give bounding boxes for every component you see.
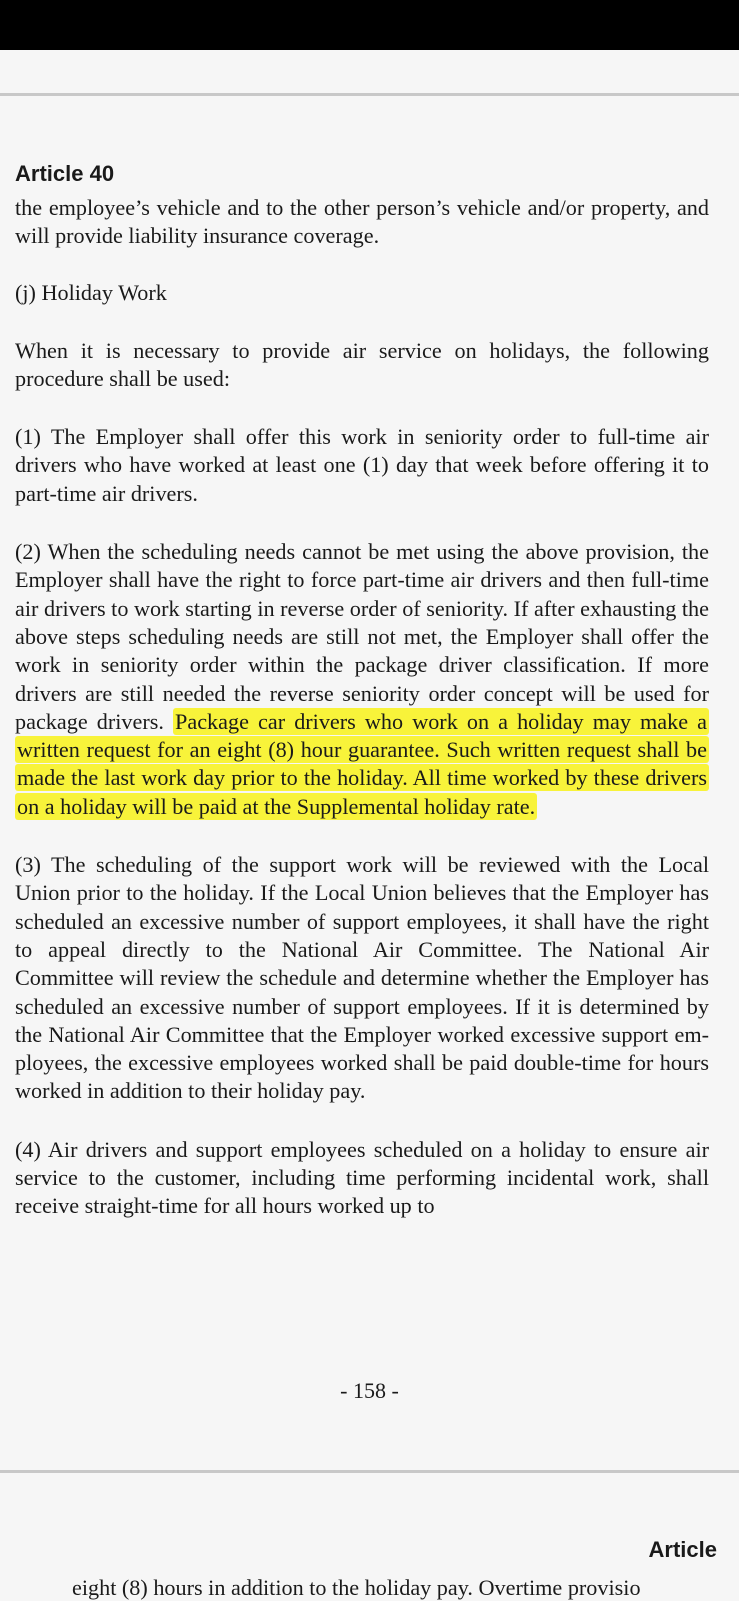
- document-page: [15, 160, 709, 1251]
- next-page-article-heading: Article: [648, 1537, 717, 1562]
- paragraph-intro: the employee’s vehicle and to the other person’s vehicle and/or property, and will provide liability insurance coverage.: [15, 195, 709, 249]
- paragraph-3: (3) The scheduling of the support work will be reviewed with the Local Union prior to the holiday. If the Local Union believes that the Employer has scheduled an excessive number of support employees, it shall have the right to appeal directly to the National Air Committee. The National Air Committee will review the schedule and determine whether the Employer has scheduled an excessive number of support employees. If it is determined by the National Air Committee that the Employer worked excessive support employees, the excessive employees worked shall be paid double-time for hours worked in addition to their holiday pay.: [15, 852, 709, 1104]
- section-title: (j) Holiday Work: [15, 279, 167, 305]
- article-heading: Article 40: [15, 161, 115, 186]
- page-number: - 158 -: [340, 1378, 399, 1403]
- paragraph-2: [15, 538, 709, 821]
- highlighted-text[interactable]: Package car drivers who work on a holiday may make a written request for an eight (8) hour guarantee. Such written request shall be made the last work day prior to the holiday. All time worked by these drivers on a holiday will be paid at the Supplemental holiday rate.: [17, 708, 707, 819]
- status-bar: [0, 0, 739, 50]
- paragraph-lead: When it is necessary to provide air service on holidays, the following procedure shall be used:: [15, 337, 709, 391]
- page-divider-top: [0, 93, 739, 96]
- next-page-first-line: eight (8) hours in addition to the holiday pay. Overtime provisio: [72, 1575, 641, 1600]
- paragraph-4: (4) Air drivers and support employees scheduled on a holiday to ensure air service to the customer, including time performing incidental work, shall receive straight-time for all hours worked up to: [15, 1136, 709, 1219]
- paragraph-1: (1) The Employer shall offer this work in seniority order to full-time air drivers who have worked at least one (1) day that week before offering it to part-time air drivers.: [15, 424, 709, 506]
- page-divider-bottom: [0, 1470, 739, 1473]
- paragraph-2-text: (2) When the scheduling needs cannot be met using the above provision, the Employer shall have the right to force part-time air drivers and then full-time air drivers to work starting in reverse order of seniority. If after exhausting the above steps scheduling needs are still not met, the Employer shall offer the work in seniority order within the package driver classification. If more drivers are still needed the reverse seniority order concept will be used for package drivers.: [15, 539, 709, 734]
